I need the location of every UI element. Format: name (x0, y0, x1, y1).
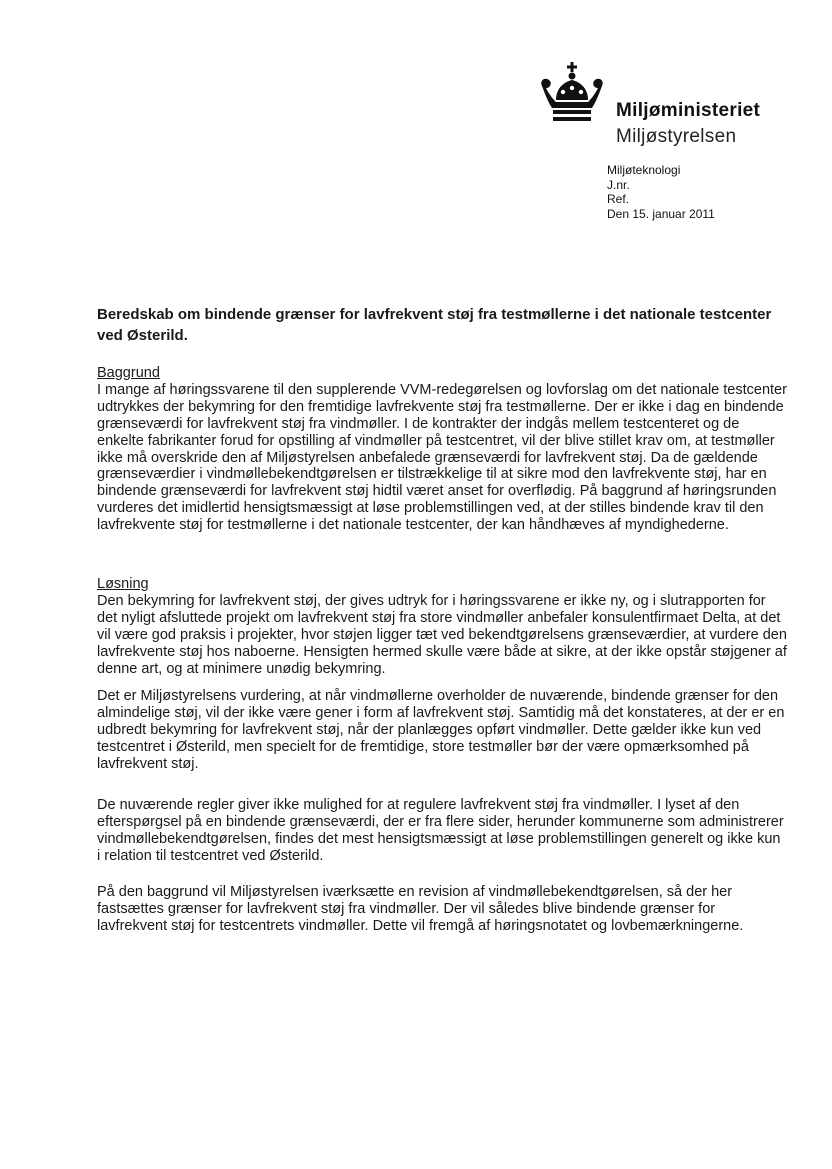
paragraph-revision (97, 884, 787, 935)
section-body: Den bekymring for lavfrekvent støj, der gives udtryk for i høringssvarene er ikke ny, og i slutrapporten for det nyligt afsluttede projekt om lavfrekvent støj fra store vindmøller anbefaler konsulentfirmaet Delta, at det vil være god praksis i projekter, hvor støjen ligger tæt ved bekendtgørelsens grænseværdier, at vurdere den lavfrekvente støj hos naboerne. Hensigten hermed skulle være både at sikre, at der ikke opstår støjgener af denne art, og at minimere unødig bekymring. (97, 592, 787, 677)
agency-name: Miljøstyrelsen (616, 126, 737, 147)
section-body: Det er Miljøstyrelsens vurdering, at når vindmøllerne overholder de nuværende, bindende grænser for den almindelige støj, vil der ikke være gener i form af lavfrekvent støj. Samtidig må det konstateres, at der er en udbredt bekymring for lavfrekvent støj, når der planlægges opført vindmøller. Dette gælder ikke kun ved testcentret i Østerild, men specielt for de fremtidige, store testmøller bør der være opmærksomhed på lavfrekvent støj. (97, 688, 785, 772)
section-heading: Baggrund (97, 365, 160, 381)
section-loesning (97, 576, 787, 677)
ministry-logo (536, 60, 786, 150)
section-baggrund (97, 365, 787, 534)
paragraph-current-rules (97, 797, 787, 865)
section-body: I mange af høringssvarene til den supplerende VVM-redegørelsen og lovforslag om det nationale testcenter udtrykkes der bekymring for den fremtidige lavfrekvente støj fra testmøllerne. Der er ikke i dag en bindende grænseværdi for lavfrekvent støj fra vindmøller. I de kontrakter der indgås mellem testcenteret og de enkelte fabrikanter forud for opstilling af vindmøller på testcentret, vil der blive stillet krav om, at testmøller ikke må overskride den af Miljøstyrelsen anbefalede grænseværdi for lavfrekvent støj. Da de gældende grænseværdier i vindmøllebekendtgørelsen er tilstrækkelige til at sikre mod den lavfrekvente støj, har en bindende grænseværdi for lavfrekvent støj hidtil været anset for overflødig. På baggrund af høringsrunden vurderes det imidlertid hensigtsmæssigt at løse problemstillingen ved, at der stilles bindende krav til den lavfrekvente støj for testmøllerne i det nationale testcenter, der kan håndhæves af myndighederne. (97, 381, 787, 534)
meta-journal-number: J.nr. (607, 177, 630, 192)
meta-reference: Ref. (607, 192, 630, 206)
document-title: Beredskab om bindende grænser for lavfrekvent støj fra testmøllerne i det nationale testcenter ved Østerild. (97, 306, 772, 344)
meta-date: Den 15. januar 2011 (607, 206, 715, 221)
section-body: De nuværende regler giver ikke mulighed for at regulere lavfrekvent støj fra vindmøller. I lyset af den efterspørgsel på en bindende grænseværdi, der er fra flere sider, herunder kommunerne som administrerer vindmøllebekendtgørelsen, findes det mest hensigtsmæssigt at løse problemstillingen generelt og ikke kun i relation til testcentret ved Østerild. (97, 797, 784, 864)
section-body: På den baggrund vil Miljøstyrelsen iværksætte en revision af vindmøllebekendtgørelsen, så der her fastsættes grænser for lavfrekvent støj fra vindmøller. Der vil således blive bindende grænser for lavfrekvent støj for testcentrets vindmøller. Dette vil fremgå af høringsnotatet og lovbemærkningerne. (97, 884, 744, 934)
paragraph-assessment (97, 688, 787, 773)
ministry-name: Miljøministeriet (616, 100, 761, 121)
crown-icon (536, 60, 608, 128)
document-meta (607, 163, 715, 221)
meta-department: Miljøteknologi (607, 163, 681, 177)
section-heading: Løsning (97, 576, 149, 592)
